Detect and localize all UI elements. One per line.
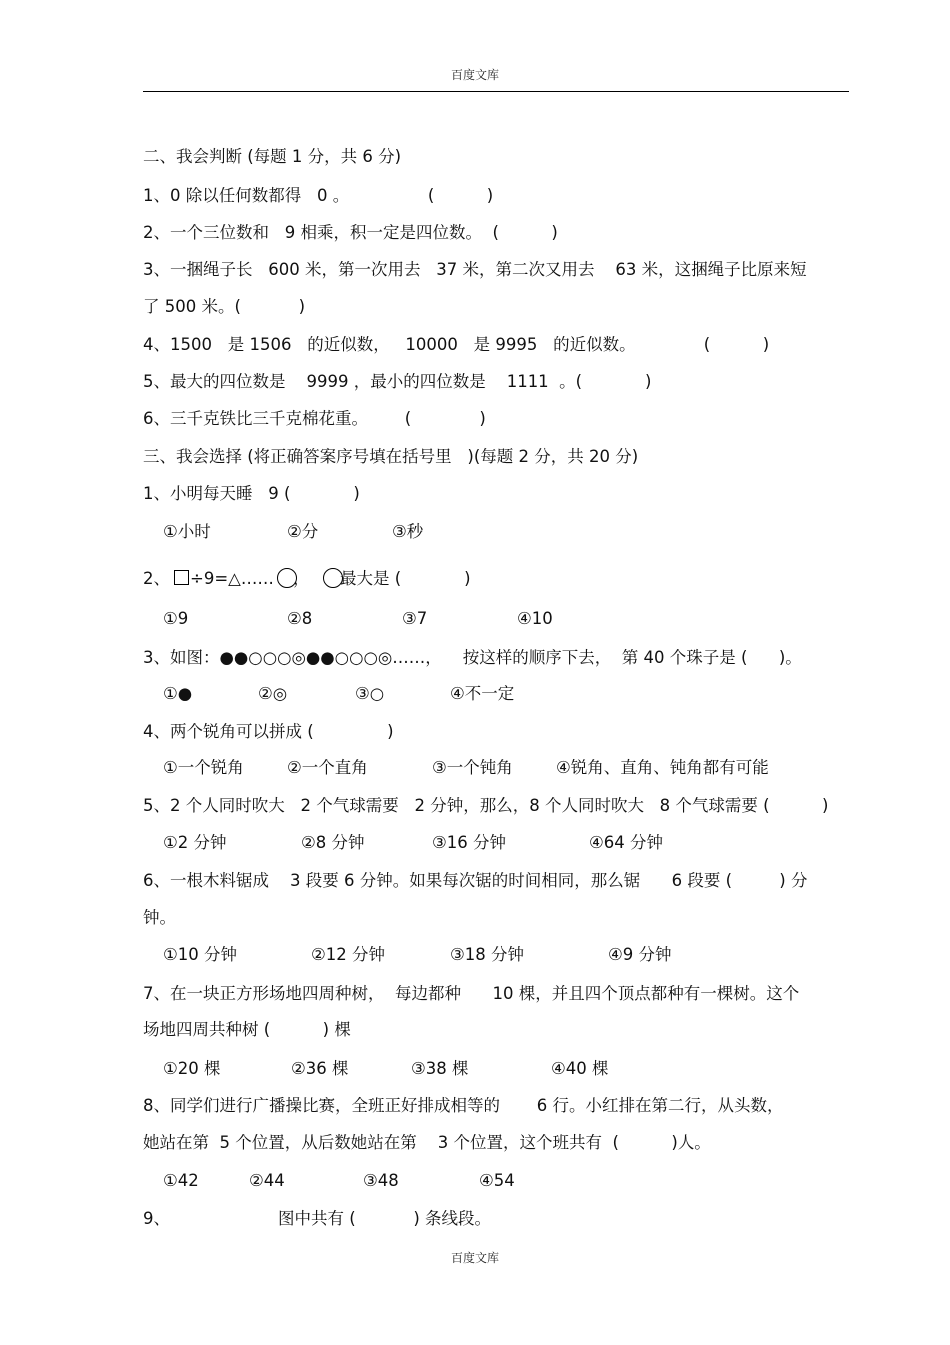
option: ④40 棵 — [551, 1059, 609, 1078]
option: ①42 — [163, 1171, 199, 1190]
option: ①20 棵 — [163, 1059, 221, 1078]
option: ③○ — [355, 684, 385, 703]
option: ④不一定 — [450, 684, 515, 703]
option: ③48 — [363, 1171, 399, 1190]
choice-q6-cont: 钟。 — [143, 908, 176, 927]
option: ④10 — [517, 609, 553, 628]
choice-q9: 图中共有 ( ) 条线段。 — [278, 1209, 492, 1228]
judge-item-3: 3、一捆绳子长 600 米，第一次用去 37 米，第二次又用去 63 米，这捆绳子比原来短 — [143, 260, 807, 279]
page-footer: 百度文库 — [450, 1251, 499, 1265]
equation-text: ÷9=△…… — [190, 569, 274, 588]
option: ②44 — [249, 1171, 285, 1190]
judge-item-4: 4、1500 是 1506 的近似数， 10000 是 9995 的近似数。 ( ) — [143, 335, 770, 354]
square-icon — [174, 570, 189, 585]
option: ①10 分钟 — [163, 945, 238, 964]
option: ②12 分钟 — [311, 945, 386, 964]
question-number: 2、 — [143, 569, 170, 588]
option: ③一个钝角 — [432, 758, 513, 777]
option: ①● — [163, 684, 193, 703]
judge-item-5: 5、最大的四位数是 9999 ，最小的四位数是 1111 。( ) — [143, 372, 652, 391]
option: ②一个直角 — [287, 758, 368, 777]
option: ②36 棵 — [291, 1059, 349, 1078]
option: ②分 — [287, 522, 319, 541]
choice-q3: 3、如图：●●○○○◎●●○○○◎……， 按这样的顺序下去， 第 40 个珠子是 ( )。 — [143, 648, 802, 667]
choice-q9-number: 9、 — [143, 1209, 170, 1228]
question-tail: 最大是 ( ) — [340, 569, 471, 588]
judge-item-3-cont: 了 500 米。( ) — [143, 297, 306, 316]
choice-q5: 5、2 个人同时吹大 2 个气球需要 2 分钟，那么，8 个人同时吹大 8 个气球需要 ( ) — [143, 796, 829, 815]
header-rule — [143, 91, 849, 92]
option: ②◎ — [258, 684, 288, 703]
choice-q7: 7、在一块正方形场地四周种树， 每边都种 10 棵，并且四个顶点都种有一棵树。这个 — [143, 984, 800, 1003]
option: ①9 — [163, 609, 189, 628]
option: ④54 — [479, 1171, 515, 1190]
judge-item-2: 2、一个三位数和 9 相乘，积一定是四位数。 ( ) — [143, 223, 558, 242]
option: ①小时 — [163, 522, 211, 541]
option: ③18 分钟 — [450, 945, 525, 964]
comma: ， — [293, 569, 310, 588]
choice-q8: 8、同学们进行广播操比赛，全班正好排成相等的 6 行。小红排在第二行，从头数， — [143, 1096, 784, 1115]
choice-q7-cont: 场地四周共种树 ( ) 棵 — [143, 1020, 351, 1039]
option: ④64 分钟 — [589, 833, 664, 852]
choice-q8-cont: 她站在第 5 个位置，从后数她站在第 3 个位置，这个班共有 ( )人。 — [143, 1133, 711, 1152]
page-header: 百度文库 — [450, 68, 499, 82]
option: ①一个锐角 — [163, 758, 244, 777]
choice-q6: 6、一根木料锯成 3 段要 6 分钟。如果每次锯的时间相同，那么锯 6 段要 ( ) 分 — [143, 871, 808, 890]
section2-title: 二、我会判断 (每题 1 分，共 6 分) — [143, 147, 402, 166]
option: ③16 分钟 — [432, 833, 507, 852]
choice-q4: 4、两个锐角可以拼成 ( ) — [143, 722, 394, 741]
option: ③7 — [402, 609, 428, 628]
option: ③秒 — [392, 522, 424, 541]
judge-item-6: 6、三千克铁比三千克棉花重。 ( ) — [143, 409, 486, 428]
choice-q1: 1、小明每天睡 9 ( ) — [143, 484, 360, 503]
option: ④锐角、直角、钝角都有可能 — [556, 758, 769, 777]
option: ②8 分钟 — [301, 833, 365, 852]
option: ②8 — [287, 609, 313, 628]
judge-item-1: 1、0 除以任何数都得 0 。 ( ) — [143, 186, 494, 205]
option: ④9 分钟 — [608, 945, 672, 964]
section3-title: 三、我会选择 (将正确答案序号填在括号里 )(每题 2 分，共 20 分) — [143, 447, 639, 466]
option: ①2 分钟 — [163, 833, 227, 852]
option: ③38 棵 — [411, 1059, 469, 1078]
choice-q2 — [143, 568, 843, 592]
